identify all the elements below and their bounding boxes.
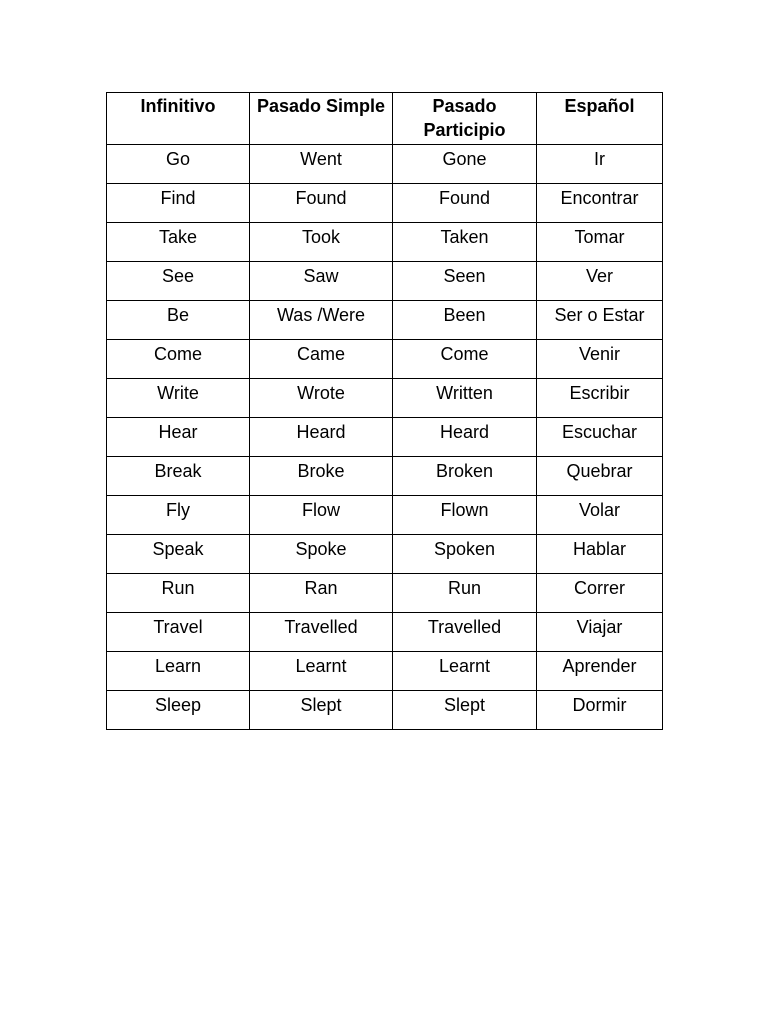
table-row <box>107 496 663 535</box>
espanol-cell: Volar <box>537 496 663 535</box>
header-pasado-simple: Pasado Simple <box>250 93 393 145</box>
espanol-cell: Escribir <box>537 379 663 418</box>
pasado-participio-cell: Flown <box>393 496 537 535</box>
pasado-participio-cell: Spoken <box>393 535 537 574</box>
table-body <box>107 145 663 730</box>
pasado-simple-cell: Wrote <box>250 379 393 418</box>
espanol-cell: Quebrar <box>537 457 663 496</box>
infinitivo-cell: Run <box>107 574 250 613</box>
espanol-cell: Venir <box>537 340 663 379</box>
espanol-cell: Correr <box>537 574 663 613</box>
table-row <box>107 223 663 262</box>
infinitivo-cell: Learn <box>107 652 250 691</box>
pasado-participio-cell: Taken <box>393 223 537 262</box>
table-row <box>107 340 663 379</box>
table-row <box>107 457 663 496</box>
infinitivo-cell: Travel <box>107 613 250 652</box>
espanol-cell: Aprender <box>537 652 663 691</box>
pasado-simple-cell: Travelled <box>250 613 393 652</box>
infinitivo-cell: Break <box>107 457 250 496</box>
pasado-simple-cell: Went <box>250 145 393 184</box>
espanol-cell: Ir <box>537 145 663 184</box>
table-row <box>107 535 663 574</box>
header-espanol: Español <box>537 93 663 145</box>
pasado-simple-cell: Slept <box>250 691 393 730</box>
pasado-simple-cell: Spoke <box>250 535 393 574</box>
pasado-simple-cell: Saw <box>250 262 393 301</box>
pasado-participio-cell: Gone <box>393 145 537 184</box>
header-infinitivo: Infinitivo <box>107 93 250 145</box>
infinitivo-cell: Fly <box>107 496 250 535</box>
infinitivo-cell: Speak <box>107 535 250 574</box>
pasado-simple-cell: Ran <box>250 574 393 613</box>
espanol-cell: Escuchar <box>537 418 663 457</box>
header-row <box>107 93 663 145</box>
pasado-participio-cell: Found <box>393 184 537 223</box>
infinitivo-cell: See <box>107 262 250 301</box>
infinitivo-cell: Be <box>107 301 250 340</box>
pasado-simple-cell: Broke <box>250 457 393 496</box>
table-row <box>107 652 663 691</box>
infinitivo-cell: Take <box>107 223 250 262</box>
table-row <box>107 184 663 223</box>
pasado-simple-cell: Heard <box>250 418 393 457</box>
espanol-cell: Encontrar <box>537 184 663 223</box>
espanol-cell: Viajar <box>537 613 663 652</box>
header-pasado-participio: Pasado Participio <box>393 93 537 145</box>
espanol-cell: Ser o Estar <box>537 301 663 340</box>
infinitivo-cell: Find <box>107 184 250 223</box>
infinitivo-cell: Write <box>107 379 250 418</box>
table-row <box>107 691 663 730</box>
pasado-participio-cell: Slept <box>393 691 537 730</box>
espanol-cell: Tomar <box>537 223 663 262</box>
infinitivo-cell: Hear <box>107 418 250 457</box>
table-row <box>107 574 663 613</box>
pasado-participio-cell: Heard <box>393 418 537 457</box>
table-header <box>107 93 663 145</box>
infinitivo-cell: Come <box>107 340 250 379</box>
pasado-simple-cell: Was /Were <box>250 301 393 340</box>
infinitivo-cell: Sleep <box>107 691 250 730</box>
pasado-participio-cell: Been <box>393 301 537 340</box>
infinitivo-cell: Go <box>107 145 250 184</box>
pasado-participio-cell: Come <box>393 340 537 379</box>
pasado-simple-cell: Found <box>250 184 393 223</box>
pasado-simple-cell: Came <box>250 340 393 379</box>
pasado-simple-cell: Took <box>250 223 393 262</box>
pasado-participio-cell: Written <box>393 379 537 418</box>
espanol-cell: Dormir <box>537 691 663 730</box>
table-row <box>107 262 663 301</box>
pasado-participio-cell: Learnt <box>393 652 537 691</box>
table-row <box>107 418 663 457</box>
espanol-cell: Hablar <box>537 535 663 574</box>
irregular-verbs-table <box>106 92 663 730</box>
pasado-simple-cell: Learnt <box>250 652 393 691</box>
pasado-participio-cell: Broken <box>393 457 537 496</box>
table-row <box>107 301 663 340</box>
pasado-participio-cell: Run <box>393 574 537 613</box>
table-row <box>107 145 663 184</box>
pasado-participio-cell: Travelled <box>393 613 537 652</box>
espanol-cell: Ver <box>537 262 663 301</box>
pasado-simple-cell: Flow <box>250 496 393 535</box>
table-row <box>107 613 663 652</box>
table-row <box>107 379 663 418</box>
pasado-participio-cell: Seen <box>393 262 537 301</box>
